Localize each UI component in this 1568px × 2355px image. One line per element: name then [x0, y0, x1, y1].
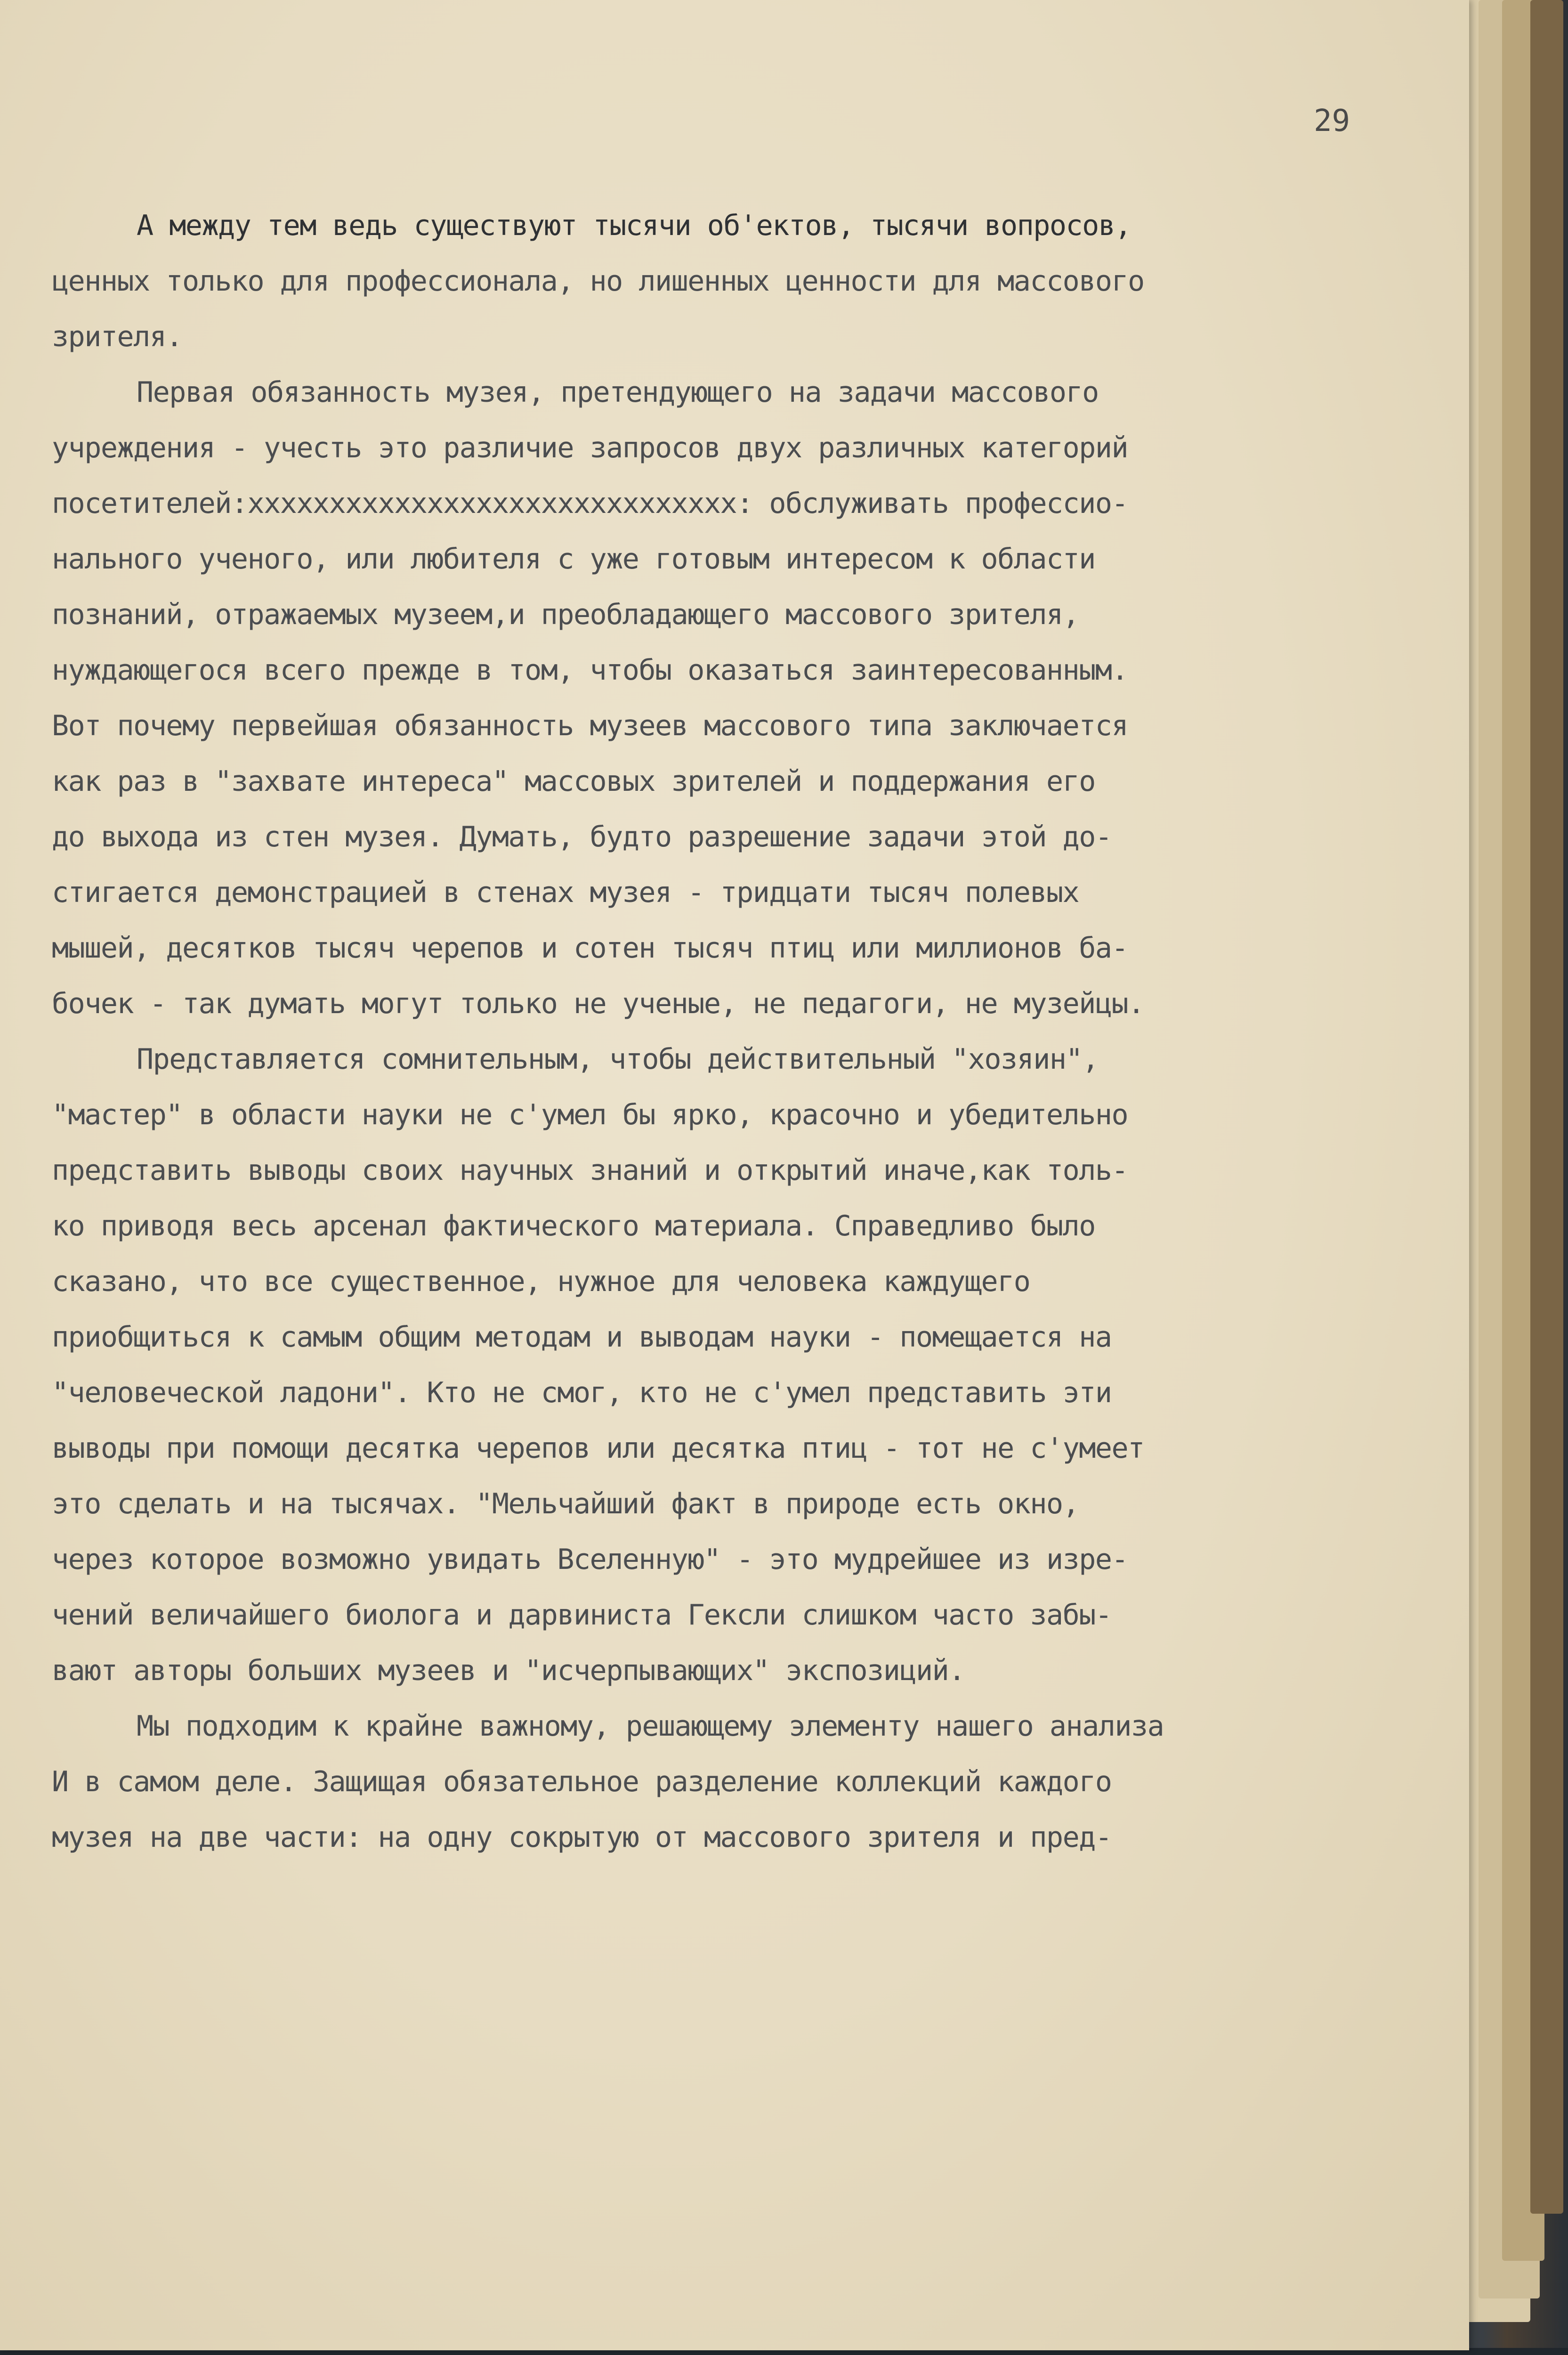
text-line: выводы при помощи десятка черепов или десятка птиц - тот не с'умеет — [52, 1432, 1144, 1465]
page-number: 29 — [1314, 104, 1350, 138]
text-line: Первая обязанность музея, претендующего на задачи массового — [137, 376, 1099, 409]
binding-edge — [1530, 0, 1563, 2214]
text-line: познаний, отражаемых музеем,и преобладающего массового зрителя, — [52, 598, 1079, 631]
text-line: учреждения - учесть это различие запросов двух различных категорий — [52, 431, 1128, 464]
text-line: чений величайшего биолога и дарвиниста Гексли слишком часто забы- — [52, 1599, 1112, 1632]
text-line: "человеческой ладони". Кто не смог, кто не с'умел представить эти — [52, 1376, 1112, 1409]
text-line: Представляется сомнительным, чтобы действительный "хозяин", — [137, 1043, 1099, 1076]
text-line: сказано, что все существенное, нужное для человека каждущего — [52, 1265, 1030, 1298]
text-line: посетителей:хххххххххххххххххххххххххххххх: обслуживать профессио- — [52, 487, 1128, 520]
text-line: Мы подходим к крайне важному, решающему элементу нашего анализа — [137, 1710, 1164, 1743]
text-line: как раз в "захвате интереса" массовых зрителей и поддержания его — [52, 765, 1095, 798]
text-line: И в самом деле. Защищая обязательное разделение коллекций каждого — [52, 1765, 1112, 1798]
text-line: мышей, десятков тысяч черепов и сотен тысяч птиц или миллионов ба- — [52, 932, 1128, 965]
text-line: А между тем ведь существуют тысячи об'ектов, тысячи вопросов, — [137, 209, 1132, 242]
text-line: вают авторы больших музеев и "исчерпывающих" экспозиций. — [52, 1654, 965, 1687]
text-line: стигается демонстрацией в стенах музея - тридцати тысяч полевых — [52, 876, 1079, 909]
text-line: приобщиться к самым общим методам и выводам науки - помещается на — [52, 1321, 1112, 1354]
text-line: это сделать и на тысячах. "Мельчайший факт в природе есть окно, — [52, 1487, 1079, 1520]
text-line: до выхода из стен музея. Думать, будто разрешение задачи этой до- — [52, 820, 1112, 853]
text-line: через которое возможно увидать Вселенную" - это мудрейшее из изре- — [52, 1543, 1128, 1576]
body-text — [52, 198, 1464, 1865]
text-line: зрителя. — [52, 320, 182, 353]
text-line: нуждающегося всего прежде в том, чтобы оказаться заинтересованным. — [52, 654, 1128, 687]
text-line: музея на две части: на одну сокрытую от массового зрителя и пред- — [52, 1821, 1112, 1854]
text-line: "мастер" в области науки не с'умел бы ярко, красочно и убедительно — [52, 1098, 1128, 1131]
text-line: ценных только для профессионала, но лишенных ценности для массового — [52, 265, 1144, 298]
text-line: представить выводы своих научных знаний и открытий иначе,как толь- — [52, 1154, 1128, 1187]
text-line: ко приводя весь арсенал фактического материала. Справедливо было — [52, 1210, 1095, 1242]
text-line: нального ученого, или любителя с уже готовым интересом к области — [52, 543, 1095, 576]
text-line: Вот почему первейшая обязанность музеев массового типа заключается — [52, 709, 1128, 742]
text-line: бочек - так думать могут только не ученые, не педагоги, не музейцы. — [52, 987, 1144, 1020]
